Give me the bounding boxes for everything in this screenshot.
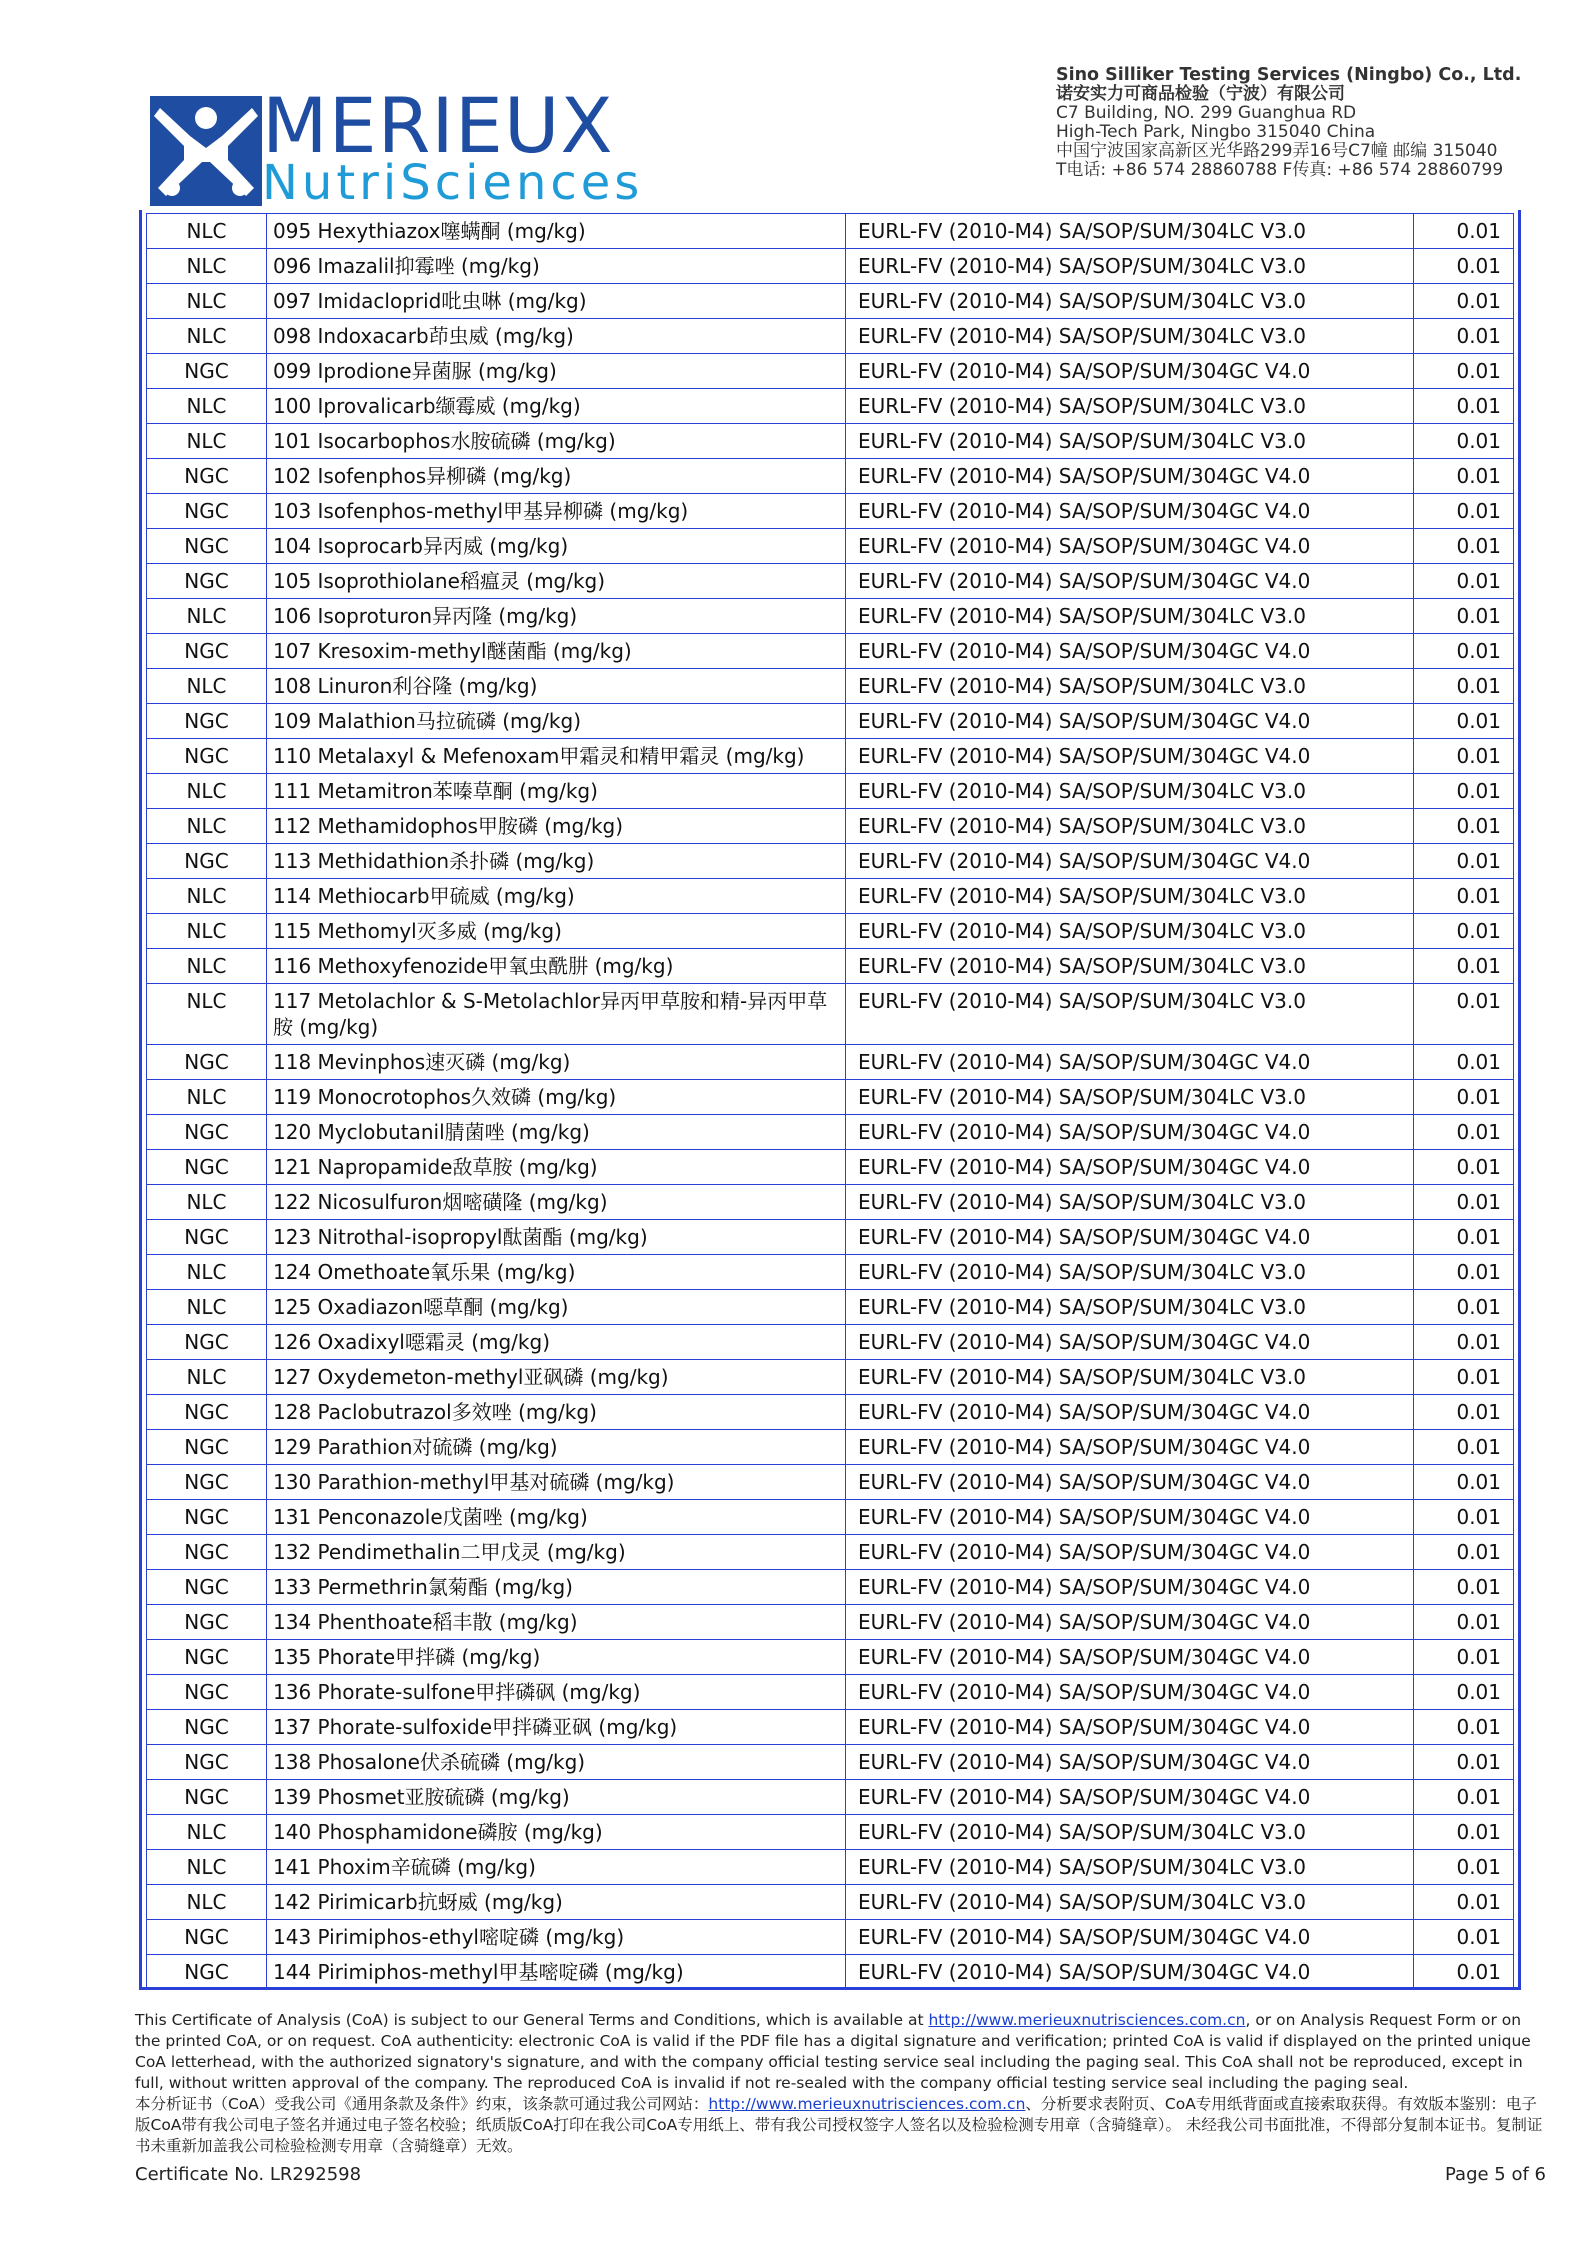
technique-cell: NLC — [147, 319, 267, 354]
footer-cn-text: 本分析证书（CoA）受我公司《通用条款及条件》约束，该条款可通过我公司网站： — [135, 2095, 709, 2113]
analyte-cell: 139 Phosmet亚胺硫磷 (mg/kg) — [267, 1780, 846, 1815]
method-cell: EURL-FV (2010-M4) SA/SOP/SUM/304GC V4.0 — [846, 1570, 1414, 1605]
method-cell: EURL-FV (2010-M4) SA/SOP/SUM/304GC V4.0 — [846, 1465, 1414, 1500]
technique-cell: NLC — [147, 914, 267, 949]
footer-disclaimer — [135, 2010, 1545, 2157]
technique-cell: NLC — [147, 249, 267, 284]
method-cell: EURL-FV (2010-M4) SA/SOP/SUM/304LC V3.0 — [846, 1290, 1414, 1325]
table-row — [147, 1150, 1514, 1185]
method-cell: EURL-FV (2010-M4) SA/SOP/SUM/304GC V4.0 — [846, 1920, 1414, 1955]
lod-cell: 0.01 — [1414, 1885, 1514, 1920]
analyte-cell: 135 Phorate甲拌磷 (mg/kg) — [267, 1640, 846, 1675]
lod-cell: 0.01 — [1414, 1465, 1514, 1500]
table-row — [147, 354, 1514, 389]
technique-cell: NLC — [147, 424, 267, 459]
method-cell: EURL-FV (2010-M4) SA/SOP/SUM/304GC V4.0 — [846, 1535, 1414, 1570]
analyte-cell: 118 Mevinphos速灭磷 (mg/kg) — [267, 1045, 846, 1080]
table-row — [147, 1255, 1514, 1290]
lod-cell: 0.01 — [1414, 1080, 1514, 1115]
method-cell: EURL-FV (2010-M4) SA/SOP/SUM/304LC V3.0 — [846, 424, 1414, 459]
method-cell: EURL-FV (2010-M4) SA/SOP/SUM/304GC V4.0 — [846, 1395, 1414, 1430]
table-row — [147, 284, 1514, 319]
table-row — [147, 494, 1514, 529]
footer-cn-link[interactable]: http://www.merieuxnutrisciences.com.cn — [708, 2095, 1026, 2113]
method-cell: EURL-FV (2010-M4) SA/SOP/SUM/304LC V3.0 — [846, 914, 1414, 949]
method-cell: EURL-FV (2010-M4) SA/SOP/SUM/304GC V4.0 — [846, 1045, 1414, 1080]
table-row — [147, 1850, 1514, 1885]
analyte-cell: 131 Penconazole戊菌唑 (mg/kg) — [267, 1500, 846, 1535]
analyte-cell: 125 Oxadiazon噁草酮 (mg/kg) — [267, 1290, 846, 1325]
footer-english — [135, 2010, 1545, 2094]
analyte-cell: 096 Imazalil抑霉唑 (mg/kg) — [267, 249, 846, 284]
method-cell: EURL-FV (2010-M4) SA/SOP/SUM/304GC V4.0 — [846, 494, 1414, 529]
lod-cell: 0.01 — [1414, 1535, 1514, 1570]
merieux-figure-icon — [150, 96, 262, 206]
technique-cell: NLC — [147, 1815, 267, 1850]
lod-cell: 0.01 — [1414, 1500, 1514, 1535]
table-row — [147, 1535, 1514, 1570]
method-cell: EURL-FV (2010-M4) SA/SOP/SUM/304LC V3.0 — [846, 949, 1414, 984]
table-row — [147, 389, 1514, 424]
method-cell: EURL-FV (2010-M4) SA/SOP/SUM/304GC V4.0 — [846, 1780, 1414, 1815]
lod-cell: 0.01 — [1414, 844, 1514, 879]
table-row — [147, 879, 1514, 914]
address-line-1: C7 Building, NO. 299 Guanghua RD — [1056, 103, 1357, 123]
technique-cell: NGC — [147, 1745, 267, 1780]
lod-cell: 0.01 — [1414, 669, 1514, 704]
table-row — [147, 1360, 1514, 1395]
table-row — [147, 949, 1514, 984]
footer-en-link[interactable]: http://www.merieuxnutrisciences.com.cn — [928, 2011, 1246, 2029]
lod-cell: 0.01 — [1414, 1570, 1514, 1605]
lod-cell: 0.01 — [1414, 249, 1514, 284]
table-row — [147, 214, 1514, 249]
lod-cell: 0.01 — [1414, 634, 1514, 669]
method-cell: EURL-FV (2010-M4) SA/SOP/SUM/304LC V3.0 — [846, 809, 1414, 844]
analyte-cell: 119 Monocrotophos久效磷 (mg/kg) — [267, 1080, 846, 1115]
analyte-cell: 108 Linuron利谷隆 (mg/kg) — [267, 669, 846, 704]
method-cell: EURL-FV (2010-M4) SA/SOP/SUM/304LC V3.0 — [846, 1185, 1414, 1220]
method-cell: EURL-FV (2010-M4) SA/SOP/SUM/304GC V4.0 — [846, 1220, 1414, 1255]
technique-cell: NLC — [147, 214, 267, 249]
technique-cell: NGC — [147, 1955, 267, 1990]
lod-cell: 0.01 — [1414, 1850, 1514, 1885]
analyte-cell: 112 Methamidophos甲胺磷 (mg/kg) — [267, 809, 846, 844]
method-cell: EURL-FV (2010-M4) SA/SOP/SUM/304GC V4.0 — [846, 1325, 1414, 1360]
analyte-cell: 122 Nicosulfuron烟嘧磺隆 (mg/kg) — [267, 1185, 846, 1220]
analyte-cell: 124 Omethoate氧乐果 (mg/kg) — [267, 1255, 846, 1290]
table-row — [147, 459, 1514, 494]
company-logo — [150, 81, 656, 211]
lod-cell: 0.01 — [1414, 949, 1514, 984]
method-cell: EURL-FV (2010-M4) SA/SOP/SUM/304GC V4.0 — [846, 634, 1414, 669]
method-cell: EURL-FV (2010-M4) SA/SOP/SUM/304LC V3.0 — [846, 1360, 1414, 1395]
method-cell: EURL-FV (2010-M4) SA/SOP/SUM/304GC V4.0 — [846, 1500, 1414, 1535]
lod-cell: 0.01 — [1414, 809, 1514, 844]
lod-cell: 0.01 — [1414, 1395, 1514, 1430]
method-cell: EURL-FV (2010-M4) SA/SOP/SUM/304LC V3.0 — [846, 1080, 1414, 1115]
analyte-cell: 095 Hexythiazox噻螨酮 (mg/kg) — [267, 214, 846, 249]
method-cell: EURL-FV (2010-M4) SA/SOP/SUM/304LC V3.0 — [846, 1815, 1414, 1850]
technique-cell: NGC — [147, 1395, 267, 1430]
technique-cell: NGC — [147, 634, 267, 669]
analyte-cell: 128 Paclobutrazol多效唑 (mg/kg) — [267, 1395, 846, 1430]
method-cell: EURL-FV (2010-M4) SA/SOP/SUM/304LC V3.0 — [846, 669, 1414, 704]
lod-cell: 0.01 — [1414, 214, 1514, 249]
table-row — [147, 739, 1514, 774]
analyte-cell: 144 Pirimiphos-methyl甲基嘧啶磷 (mg/kg) — [267, 1955, 846, 1990]
analyte-cell: 113 Methidathion杀扑磷 (mg/kg) — [267, 844, 846, 879]
company-name-cn: 诺安实力可商品检验（宁波）有限公司 — [1056, 84, 1345, 104]
lod-cell: 0.01 — [1414, 984, 1514, 1045]
certificate-number: Certificate No. LR292598 — [135, 2164, 362, 2185]
method-cell: EURL-FV (2010-M4) SA/SOP/SUM/304LC V3.0 — [846, 249, 1414, 284]
method-cell: EURL-FV (2010-M4) SA/SOP/SUM/304LC V3.0 — [846, 879, 1414, 914]
lod-cell: 0.01 — [1414, 1185, 1514, 1220]
method-cell: EURL-FV (2010-M4) SA/SOP/SUM/304GC V4.0 — [846, 844, 1414, 879]
analyte-cell: 120 Myclobutanil腈菌唑 (mg/kg) — [267, 1115, 846, 1150]
lod-cell: 0.01 — [1414, 1710, 1514, 1745]
technique-cell: NLC — [147, 1360, 267, 1395]
analyte-cell: 129 Parathion对硫磷 (mg/kg) — [267, 1430, 846, 1465]
analyte-cell: 140 Phosphamidone磷胺 (mg/kg) — [267, 1815, 846, 1850]
lod-cell: 0.01 — [1414, 1255, 1514, 1290]
technique-cell: NLC — [147, 949, 267, 984]
method-cell: EURL-FV (2010-M4) SA/SOP/SUM/304GC V4.0 — [846, 1605, 1414, 1640]
method-cell: EURL-FV (2010-M4) SA/SOP/SUM/304GC V4.0 — [846, 704, 1414, 739]
analyte-cell: 106 Isoproturon异丙隆 (mg/kg) — [267, 599, 846, 634]
page-number: Page 5 of 6 — [1445, 2164, 1546, 2185]
technique-cell: NGC — [147, 459, 267, 494]
lod-cell: 0.01 — [1414, 1150, 1514, 1185]
table-row — [147, 1920, 1514, 1955]
technique-cell: NGC — [147, 1220, 267, 1255]
footer-en-text: This Certificate of Analysis (CoA) is subject to our General Terms and Conditions, which is available at — [135, 2011, 929, 2029]
analyte-cell: 110 Metalaxyl & Mefenoxam甲霜灵和精甲霜灵 (mg/kg) — [267, 739, 846, 774]
lod-cell: 0.01 — [1414, 1325, 1514, 1360]
technique-cell: NLC — [147, 389, 267, 424]
method-cell: EURL-FV (2010-M4) SA/SOP/SUM/304GC V4.0 — [846, 1150, 1414, 1185]
lod-cell: 0.01 — [1414, 1780, 1514, 1815]
table-row — [147, 634, 1514, 669]
table-row — [147, 1675, 1514, 1710]
technique-cell: NGC — [147, 1675, 267, 1710]
technique-cell: NLC — [147, 1080, 267, 1115]
table-row — [147, 529, 1514, 564]
analyte-cell: 123 Nitrothal-isopropyl酞菌酯 (mg/kg) — [267, 1220, 846, 1255]
lod-cell: 0.01 — [1414, 424, 1514, 459]
table-row — [147, 704, 1514, 739]
analyte-cell: 101 Isocarbophos水胺硫磷 (mg/kg) — [267, 424, 846, 459]
analyte-cell: 116 Methoxyfenozide甲氧虫酰肼 (mg/kg) — [267, 949, 846, 984]
lod-cell: 0.01 — [1414, 1815, 1514, 1850]
technique-cell: NGC — [147, 1045, 267, 1080]
table-row — [147, 809, 1514, 844]
analyte-cell: 138 Phosalone伏杀硫磷 (mg/kg) — [267, 1745, 846, 1780]
technique-cell: NGC — [147, 1605, 267, 1640]
technique-cell: NGC — [147, 1465, 267, 1500]
method-cell: EURL-FV (2010-M4) SA/SOP/SUM/304GC V4.0 — [846, 1115, 1414, 1150]
address-cn: 中国宁波国家高新区光华路299弄16号C7幢 邮编 315040 — [1056, 141, 1498, 161]
technique-cell: NLC — [147, 879, 267, 914]
method-cell: EURL-FV (2010-M4) SA/SOP/SUM/304GC V4.0 — [846, 1675, 1414, 1710]
analyte-cell: 142 Pirimicarb抗蚜威 (mg/kg) — [267, 1885, 846, 1920]
table-row — [147, 1640, 1514, 1675]
method-cell: EURL-FV (2010-M4) SA/SOP/SUM/304LC V3.0 — [846, 1885, 1414, 1920]
analyte-cell: 126 Oxadixyl噁霜灵 (mg/kg) — [267, 1325, 846, 1360]
technique-cell: NGC — [147, 704, 267, 739]
table-row — [147, 669, 1514, 704]
analyte-cell: 103 Isofenphos-methyl甲基异柳磷 (mg/kg) — [267, 494, 846, 529]
analyte-cell: 115 Methomyl灭多威 (mg/kg) — [267, 914, 846, 949]
technique-cell: NLC — [147, 774, 267, 809]
technique-cell: NLC — [147, 1885, 267, 1920]
method-cell: EURL-FV (2010-M4) SA/SOP/SUM/304LC V3.0 — [846, 319, 1414, 354]
logo-text-nutrisciences: NutriSciences — [262, 155, 644, 211]
technique-cell: NLC — [147, 1850, 267, 1885]
technique-cell: NGC — [147, 739, 267, 774]
lod-cell: 0.01 — [1414, 599, 1514, 634]
lod-cell: 0.01 — [1414, 1430, 1514, 1465]
technique-cell: NLC — [147, 1185, 267, 1220]
lod-cell: 0.01 — [1414, 459, 1514, 494]
table-row — [147, 249, 1514, 284]
analyte-cell: 100 Iprovalicarb缬霉威 (mg/kg) — [267, 389, 846, 424]
lod-cell: 0.01 — [1414, 389, 1514, 424]
table-row — [147, 1395, 1514, 1430]
table-row — [147, 1430, 1514, 1465]
analyte-cell: 130 Parathion-methyl甲基对硫磷 (mg/kg) — [267, 1465, 846, 1500]
lod-cell: 0.01 — [1414, 1640, 1514, 1675]
method-cell: EURL-FV (2010-M4) SA/SOP/SUM/304LC V3.0 — [846, 1850, 1414, 1885]
table-row — [147, 774, 1514, 809]
table-row — [147, 1185, 1514, 1220]
table-row — [147, 1465, 1514, 1500]
table-row — [147, 844, 1514, 879]
method-cell: EURL-FV (2010-M4) SA/SOP/SUM/304LC V3.0 — [846, 1255, 1414, 1290]
table-row — [147, 1885, 1514, 1920]
method-cell: EURL-FV (2010-M4) SA/SOP/SUM/304LC V3.0 — [846, 599, 1414, 634]
method-cell: EURL-FV (2010-M4) SA/SOP/SUM/304GC V4.0 — [846, 1640, 1414, 1675]
table-row — [147, 1955, 1514, 1990]
table-row — [147, 1290, 1514, 1325]
table-row — [147, 1325, 1514, 1360]
analyte-cell: 121 Napropamide敌草胺 (mg/kg) — [267, 1150, 846, 1185]
lod-cell: 0.01 — [1414, 704, 1514, 739]
lod-cell: 0.01 — [1414, 319, 1514, 354]
analyte-cell: 102 Isofenphos异柳磷 (mg/kg) — [267, 459, 846, 494]
method-cell: EURL-FV (2010-M4) SA/SOP/SUM/304GC V4.0 — [846, 1430, 1414, 1465]
lod-cell: 0.01 — [1414, 1745, 1514, 1780]
results-table — [146, 213, 1514, 1990]
technique-cell: NGC — [147, 1780, 267, 1815]
lod-cell: 0.01 — [1414, 1675, 1514, 1710]
method-cell: EURL-FV (2010-M4) SA/SOP/SUM/304GC V4.0 — [846, 354, 1414, 389]
table-row — [147, 599, 1514, 634]
analyte-cell: 136 Phorate-sulfone甲拌磷砜 (mg/kg) — [267, 1675, 846, 1710]
lod-cell: 0.01 — [1414, 739, 1514, 774]
technique-cell: NGC — [147, 564, 267, 599]
lod-cell: 0.01 — [1414, 1290, 1514, 1325]
table-row — [147, 1220, 1514, 1255]
method-cell: EURL-FV (2010-M4) SA/SOP/SUM/304GC V4.0 — [846, 739, 1414, 774]
lod-cell: 0.01 — [1414, 1045, 1514, 1080]
table-row — [147, 1045, 1514, 1080]
company-header — [1056, 66, 1556, 180]
analyte-cell: 111 Metamitron苯嗪草酮 (mg/kg) — [267, 774, 846, 809]
analyte-cell: 117 Metolachlor & S-Metolachlor异丙甲草胺和精-异丙甲草胺 (mg/kg) — [267, 984, 846, 1045]
method-cell: EURL-FV (2010-M4) SA/SOP/SUM/304GC V4.0 — [846, 1745, 1414, 1780]
table-row — [147, 914, 1514, 949]
technique-cell: NGC — [147, 844, 267, 879]
method-cell: EURL-FV (2010-M4) SA/SOP/SUM/304GC V4.0 — [846, 1955, 1414, 1990]
technique-cell: NLC — [147, 1290, 267, 1325]
table-row — [147, 984, 1514, 1045]
lod-cell: 0.01 — [1414, 529, 1514, 564]
analyte-cell: 097 Imidacloprid吡虫啉 (mg/kg) — [267, 284, 846, 319]
technique-cell: NGC — [147, 1115, 267, 1150]
technique-cell: NLC — [147, 669, 267, 704]
table-row — [147, 1500, 1514, 1535]
table-row — [147, 1605, 1514, 1640]
table-row — [147, 1710, 1514, 1745]
table-row — [147, 564, 1514, 599]
table-row — [147, 1080, 1514, 1115]
analyte-cell: 133 Permethrin氯菊酯 (mg/kg) — [267, 1570, 846, 1605]
lod-cell: 0.01 — [1414, 1955, 1514, 1990]
technique-cell: NGC — [147, 354, 267, 389]
analyte-cell: 137 Phorate-sulfoxide甲拌磷亚砜 (mg/kg) — [267, 1710, 846, 1745]
technique-cell: NLC — [147, 284, 267, 319]
analyte-cell: 104 Isoprocarb异丙威 (mg/kg) — [267, 529, 846, 564]
lod-cell: 0.01 — [1414, 1605, 1514, 1640]
analyte-cell: 105 Isoprothiolane稻瘟灵 (mg/kg) — [267, 564, 846, 599]
lod-cell: 0.01 — [1414, 879, 1514, 914]
analyte-cell: 107 Kresoxim-methyl醚菌酯 (mg/kg) — [267, 634, 846, 669]
technique-cell: NGC — [147, 1325, 267, 1360]
lod-cell: 0.01 — [1414, 1920, 1514, 1955]
method-cell: EURL-FV (2010-M4) SA/SOP/SUM/304GC V4.0 — [846, 1710, 1414, 1745]
lod-cell: 0.01 — [1414, 1360, 1514, 1395]
technique-cell: NGC — [147, 1710, 267, 1745]
method-cell: EURL-FV (2010-M4) SA/SOP/SUM/304GC V4.0 — [846, 529, 1414, 564]
logo-text-merieux: MERIEUX — [262, 81, 614, 170]
analyte-cell: 132 Pendimethalin二甲戊灵 (mg/kg) — [267, 1535, 846, 1570]
technique-cell: NLC — [147, 1255, 267, 1290]
technique-cell: NGC — [147, 1535, 267, 1570]
lod-cell: 0.01 — [1414, 1220, 1514, 1255]
lod-cell: 0.01 — [1414, 564, 1514, 599]
method-cell: EURL-FV (2010-M4) SA/SOP/SUM/304LC V3.0 — [846, 984, 1414, 1045]
lod-cell: 0.01 — [1414, 494, 1514, 529]
table-row — [147, 1115, 1514, 1150]
table-row — [147, 424, 1514, 459]
technique-cell: NGC — [147, 1920, 267, 1955]
analyte-cell: 134 Phenthoate稻丰散 (mg/kg) — [267, 1605, 846, 1640]
table-row — [147, 1780, 1514, 1815]
technique-cell: NGC — [147, 1430, 267, 1465]
footer-chinese — [135, 2094, 1545, 2157]
analyte-cell: 143 Pirimiphos-ethyl嘧啶磷 (mg/kg) — [267, 1920, 846, 1955]
method-cell: EURL-FV (2010-M4) SA/SOP/SUM/304LC V3.0 — [846, 774, 1414, 809]
company-name-en: Sino Silliker Testing Services (Ningbo) Co., Ltd. — [1056, 65, 1522, 85]
lod-cell: 0.01 — [1414, 354, 1514, 389]
method-cell: EURL-FV (2010-M4) SA/SOP/SUM/304LC V3.0 — [846, 214, 1414, 249]
technique-cell: NGC — [147, 529, 267, 564]
technique-cell: NLC — [147, 984, 267, 1045]
analyte-cell: 114 Methiocarb甲硫威 (mg/kg) — [267, 879, 846, 914]
technique-cell: NGC — [147, 1570, 267, 1605]
technique-cell: NGC — [147, 1500, 267, 1535]
analyte-cell: 141 Phoxim辛硫磷 (mg/kg) — [267, 1850, 846, 1885]
method-cell: EURL-FV (2010-M4) SA/SOP/SUM/304LC V3.0 — [846, 389, 1414, 424]
table-row — [147, 1815, 1514, 1850]
footer-cn-text-2: 、分析要求表附页、CoA专用纸背面或直接索取获得。有效版本鉴别：电子版CoA带有我公司电子签名并通过电子签名校验；纸质版CoA打印在我公司CoA专用纸上、带有我公司授权签字人签名以及检验检测专用章（含骑缝章）。 未经我公司书面批准，不得部分复制本证书。复制证书未重新加盖我公司检验检测专用章（含骑缝章）无效。 — [135, 2095, 1543, 2155]
analyte-cell: 099 Iprodione异菌脲 (mg/kg) — [267, 354, 846, 389]
footer-en-text-2: , or on Analysis Request Form or on the printed CoA, or on request. CoA authenticity: electronic CoA is valid if the PDF file has a digital signature and verification; printed CoA is valid if displayed on the printed unique CoA letterhead, with the authorized signatory's signature, and with the company official testing service seal including the paging seal. This CoA shall not be reproduced, except in full, without written approval of the company. The reproduced CoA is invalid if not re-sealed with the company official testing service seal including the paging seal. — [135, 2011, 1531, 2092]
table-row — [147, 1570, 1514, 1605]
address-line-2: High-Tech Park, Ningbo 315040 China — [1056, 122, 1376, 142]
technique-cell: NGC — [147, 1640, 267, 1675]
lod-cell: 0.01 — [1414, 284, 1514, 319]
phone-fax: T电话: +86 574 28860788 F传真: +86 574 28860799 — [1056, 160, 1504, 180]
technique-cell: NGC — [147, 494, 267, 529]
analyte-cell: 098 Indoxacarb茚虫威 (mg/kg) — [267, 319, 846, 354]
lod-cell: 0.01 — [1414, 1115, 1514, 1150]
lod-cell: 0.01 — [1414, 914, 1514, 949]
lod-cell: 0.01 — [1414, 774, 1514, 809]
technique-cell: NLC — [147, 599, 267, 634]
table-row — [147, 319, 1514, 354]
technique-cell: NGC — [147, 1150, 267, 1185]
method-cell: EURL-FV (2010-M4) SA/SOP/SUM/304LC V3.0 — [846, 284, 1414, 319]
method-cell: EURL-FV (2010-M4) SA/SOP/SUM/304GC V4.0 — [846, 564, 1414, 599]
technique-cell: NLC — [147, 809, 267, 844]
table-row — [147, 1745, 1514, 1780]
analyte-cell: 127 Oxydemeton-methyl亚砜磷 (mg/kg) — [267, 1360, 846, 1395]
analyte-cell: 109 Malathion马拉硫磷 (mg/kg) — [267, 704, 846, 739]
method-cell: EURL-FV (2010-M4) SA/SOP/SUM/304GC V4.0 — [846, 459, 1414, 494]
